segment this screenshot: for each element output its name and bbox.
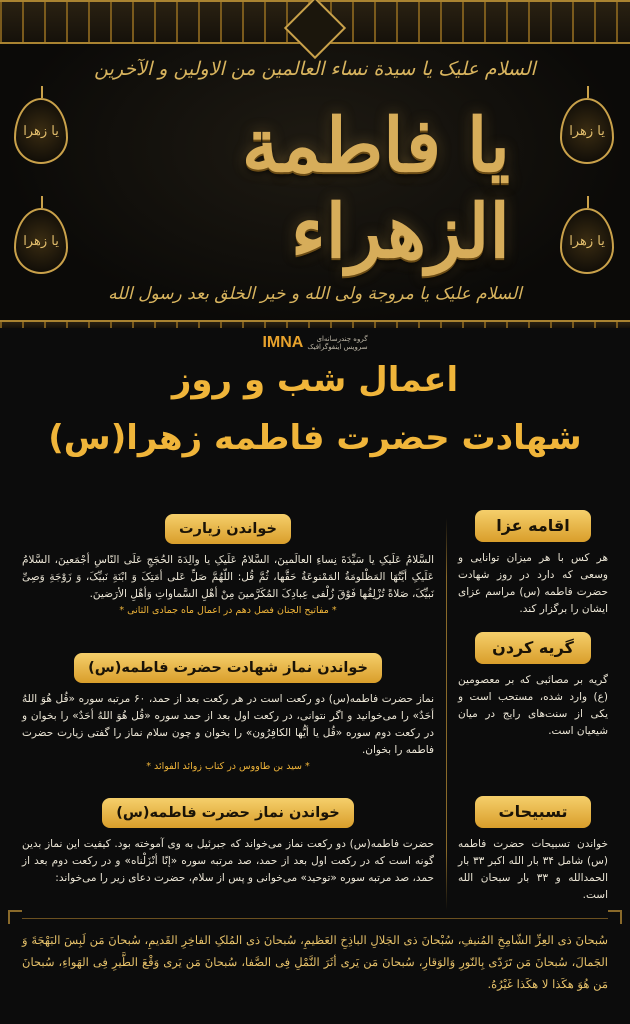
- frame-corner: [608, 910, 622, 924]
- block-title: خواندن زیارت: [165, 514, 291, 544]
- headline-line-2: شهادت حضرت فاطمه زهرا(س): [48, 418, 582, 458]
- side-card-text: گریه بر مصائبی که بر معصومین (ع) وارد شده، مستحب است و یکی از سنت‌های رایج در میان شیعیان است.: [458, 674, 608, 737]
- side-card-tasbihat: [458, 796, 608, 904]
- frame-corner: [8, 910, 22, 924]
- header-banner: [0, 0, 630, 328]
- side-card-mourning: [458, 510, 608, 618]
- lantern-text: یا زهرا: [23, 233, 59, 249]
- side-card-text: خواندن تسبیحات حضرت فاطمه (س) شامل ۳۴ بار الله اکبر ۳۳ بار الحمدالله و ۳۳ بار سبحان الله است.: [458, 838, 609, 901]
- headline-line-1: اعمال شب و روز: [171, 360, 459, 400]
- side-card-text: هر کس با هر میزان توانایی و وسعی که دارد در روز شهادت حضرت فاطمه (س) مراسم عزای ایشان را برگزار کند.: [458, 552, 608, 615]
- block-title: خواندن نماز شهادت حضرت فاطمه(س): [74, 653, 382, 683]
- side-card-title: گریه کردن: [475, 632, 591, 664]
- block-text: نماز حضرت فاطمه(س) دو رکعت است در هر رکعت بعد از حمد، ۶۰ مرتبه سوره «قُل هُوَ اللهُ أحَدٌ» را می‌خوانید و اگر نتوانی، در رکعت اول بعد از حمد سوره «قُل هُوَ اللهُ أحَدٌ» را بخوان و در رکعت دوم سوره «قُل یا أیُّها الکافِرُون» را بخوان و چون سلام نماز را گفتی زیارت حضرت فاطمه را بخوان.: [22, 693, 434, 756]
- calligraphy-text: یا فاطمة الزهراء: [241, 103, 510, 275]
- block-fatima-prayer: [22, 798, 434, 887]
- column-divider: [446, 518, 447, 910]
- lantern-ornament: [14, 98, 68, 164]
- logo-line-2: سرویس اینفوگرافیک: [307, 343, 368, 351]
- lantern-ornament: [14, 208, 68, 274]
- block-ziyarat: [22, 514, 434, 616]
- block-text: حضرت فاطمه(س) دو رکعت نماز می‌خواند که جبرئیل به وی آموخته بود. کیفیت این نماز بدین گونه است که در رکعت اول بعد از حمد، صد مرتبه سوره «إنّا أنْزَلْناه» و در رکعت دوم بعد از حمد، صد مرتبه سوره «توحید» می‌خوانی و پس از سلام، حضرت دعای زیر را می‌خواند:: [22, 838, 434, 884]
- logo-subtitle: [307, 335, 367, 351]
- lantern-text: یا زهرا: [569, 123, 605, 139]
- calligraphy-emblem: [120, 98, 510, 280]
- block-title: خواندن نماز حضرت فاطمه(س): [102, 798, 354, 828]
- lantern-text: یا زهرا: [23, 123, 59, 139]
- lantern-ornament: [560, 208, 614, 274]
- imna-logo: [254, 330, 376, 356]
- lantern-text: یا زهرا: [569, 233, 605, 249]
- lantern-ornament: [560, 98, 614, 164]
- salutation-bottom: السلام علیک یا مروجة ولی الله و خیر الخلق بعد رسول الله: [108, 284, 522, 304]
- tasbih-text: سُبحانَ ذی العِزِّ الشّامِخِ المُنیفِ، سُبْحانَ ذی الجَلالِ الباذِخِ العَظیمِ، سُبحانَ ذی المُلکِ الفاخِرِ القَدیمِ، سُبحانَ مَن لَبِسَ البَهْجَةَ وَ الجَمالَ، سُبحانَ مَن تَرَدّی بِالنّورِ وَالوَقارِ، سُبحانَ مَن یَری أثَرَ النَّمْلِ فِی الصَّفا، سُبحانَ مَن یَری وَقْعَ الطَّیرِ فِی الهَواءِ، سُبحانَ مَن هُوَ هکَذا لا هکَذا غَیْرُهُ.: [22, 933, 608, 991]
- side-card-title: تسبیحات: [475, 796, 591, 828]
- block-martyrdom-prayer: [22, 653, 434, 772]
- salutation-top: السلام علیک یا سیدة نساء العالمین من الاولین و الآخرین: [94, 58, 536, 80]
- ornamental-border-bottom: [0, 320, 630, 328]
- side-card-weeping: [458, 632, 608, 740]
- block-source-note: * سید بن طاووس در کتاب زوائد الفوائد *: [146, 761, 310, 772]
- logo-line-1: گروه چندرسانه‌ای: [316, 335, 368, 343]
- tasbih-supplication: [22, 918, 608, 1004]
- side-card-title: اقامه عزا: [475, 510, 591, 542]
- block-source-note: * مفاتیح الجنان فصل دهم در اعمال ماه جمادی الثانی *: [119, 605, 337, 616]
- block-text: السَّلامُ عَلَیکِ یا سَیِّدَةَ نِساءِ العالَمینَ، السَّلامُ عَلَیکِ یا والِدَةَ الحُجَجِ عَلَی النّاسِ أجْمَعینَ، السَّلامُ عَلَیکِ أیَّتُهَا المَظْلومَةُ المَمْنوعَةُ حَقَّها، ثُمَّ قُل: اللّهُمَّ صَلِّ عَلی أمَتِکَ وَ ابْنَةِ نَبیِّکَ، وَ زَوْجَةِ وَصِیِّ نَبیِّکَ، صَلاةً تُزْلِفُها فَوْقَ زُلْفی عِبادِکَ المُکَرَّمینَ مِنْ أهْلِ السَّماواتِ وَأهْلِ الأرَضینَ.: [22, 554, 434, 600]
- logo-mark: IMNA: [262, 334, 304, 351]
